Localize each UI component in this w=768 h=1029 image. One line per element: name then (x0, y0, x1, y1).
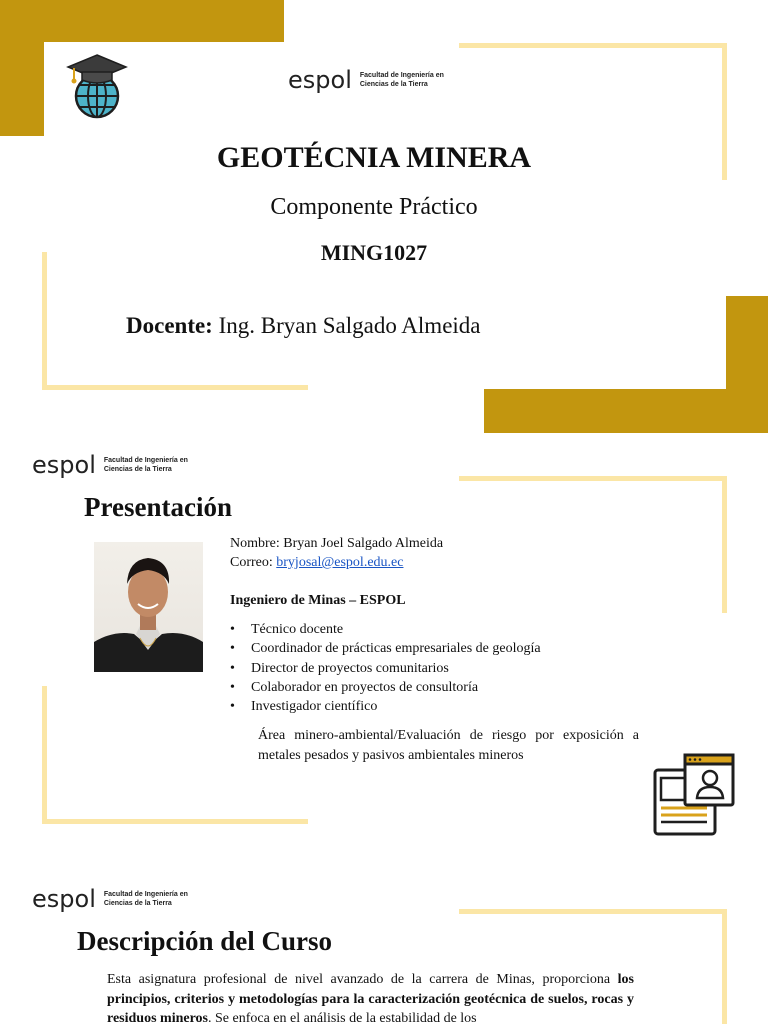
description-text: Esta asignatura profesional de nivel avanzado de la carrera de Minas, proporciona (107, 972, 611, 987)
logo-word: espol (32, 885, 96, 913)
course-subtitle: Componente Práctico (270, 194, 478, 220)
frame-top (459, 476, 727, 481)
online-profile-icon (651, 752, 737, 838)
contact-info (230, 534, 443, 572)
logo-subtitle: Facultad de Ingeniería en Ciencias de la Tierra (359, 72, 444, 88)
graduation-globe-icon (66, 52, 128, 120)
description-bold: los principios, criterios y metodologías para la caracterización geotécnica de suelos, rocas y residuos mineros (107, 972, 634, 1026)
frame-top (459, 909, 727, 914)
list-item: • Técnico docente (230, 620, 541, 639)
frame-bottom (42, 385, 308, 390)
course-description (107, 970, 634, 1029)
frame-top (459, 43, 727, 48)
frame-left-bottom (42, 252, 47, 390)
roles-list (230, 620, 541, 716)
email-link[interactable]: bryjosal@espol.edu.ec (276, 555, 404, 570)
description-text-end: . Se enfoca en el análisis de la estabilidad de los (208, 1011, 477, 1026)
list-item: • Investigador científico (230, 697, 541, 716)
espol-logo (32, 885, 188, 913)
list-item: • Coordinador de prácticas empresariales de geología (230, 639, 541, 658)
gold-block-left (0, 0, 44, 136)
teacher-name: Ing. Bryan Salgado Almeida (218, 313, 481, 338)
logo-subtitle: Facultad de Ingeniería en Ciencias de la Tierra (103, 457, 188, 473)
course-title: GEOTÉCNIA MINERA (216, 141, 532, 174)
section-heading: Presentación (84, 492, 232, 522)
espol-logo (288, 66, 444, 94)
gold-block-bottom-right (484, 389, 768, 433)
list-item: • Director de proyectos comunitarios (230, 659, 541, 678)
teacher-line (126, 313, 481, 339)
name-line: Nombre: Bryan Joel Salgado Almeida (230, 536, 444, 551)
frame-left-bottom (42, 686, 47, 824)
frame-right (722, 476, 727, 613)
profession: Ingeniero de Minas – ESPOL (230, 593, 406, 608)
research-area: Área minero-ambiental/Evaluación de riesgo por exposición a metales pesados y pasivos ambientales mineros (258, 728, 639, 763)
profile-photo (94, 542, 203, 672)
teacher-label: Docente: (126, 313, 213, 338)
course-code: MING1027 (320, 240, 428, 265)
logo-word: espol (32, 451, 96, 479)
section-heading: Descripción del Curso (77, 926, 332, 956)
espol-logo (32, 451, 188, 479)
list-item: • Colaborador en proyectos de consultoría (230, 678, 541, 697)
email-label: Correo: (230, 555, 273, 570)
frame-right (722, 909, 727, 1024)
logo-subtitle: Facultad de Ingeniería en Ciencias de la Tierra (103, 891, 188, 907)
logo-word: espol (288, 66, 352, 94)
frame-bottom (42, 819, 308, 824)
email-line (230, 553, 443, 572)
